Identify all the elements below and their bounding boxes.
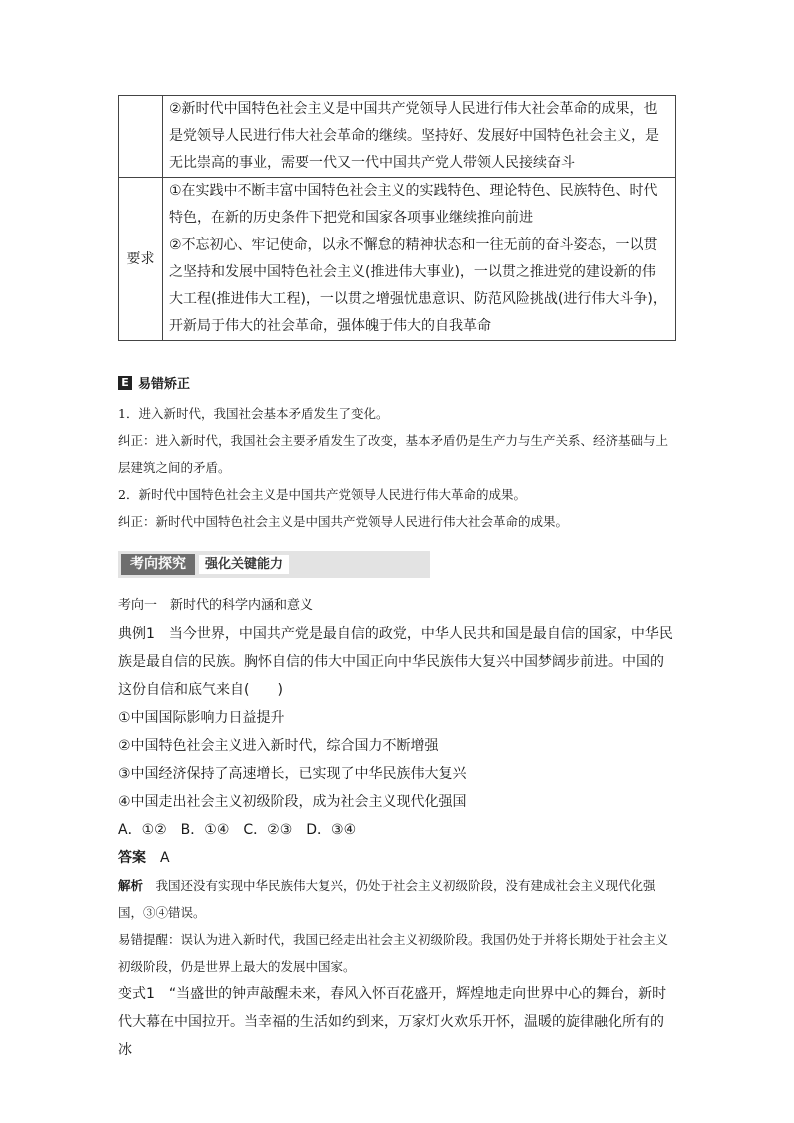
yicuo-body (118, 400, 676, 535)
option-item: ②中国特色社会主义进入新时代，综合国力不断增强 (118, 738, 439, 754)
table-paragraph: ①在实践中不断丰富中国特色社会主义的实践特色、理论特色、民族特色、时代特色，在新的历史条件下把党和国家各项事业继续推向前进 (169, 183, 658, 226)
table-cell-content (163, 96, 676, 178)
kaoxiang-section (118, 592, 676, 1064)
answer-label: 答案 (118, 850, 146, 866)
yicuo-item: 1．进入新时代，我国社会基本矛盾发生了变化。 (118, 406, 389, 421)
example-label: 典例1 (118, 626, 155, 642)
table-paragraph: ②新时代中国特色社会主义是中国共产党领导人民进行伟大社会革命的成果，也是党领导人民进行伟大社会革命的继续。坚持好、发展好中国特色社会主义，是无比崇高的事业，需要一代又一代中国共产党人带领人民接续奋斗 (169, 101, 659, 171)
summary-table (118, 95, 676, 341)
e-badge-icon: E (118, 376, 132, 390)
answer-line (118, 844, 676, 872)
reminder-line (118, 926, 676, 980)
analysis-label: 解析 (118, 878, 144, 893)
reminder-label: 易错提醒： (118, 932, 181, 947)
yicuo-item: 2．新时代中国特色社会主义是中国共产党领导人民进行伟大革命的成果。 (118, 487, 526, 502)
example-paragraph (118, 620, 676, 704)
option-item: ①中国国际影响力日益提升 (118, 710, 285, 726)
analysis-line (118, 872, 676, 926)
yicuo-heading (118, 373, 190, 392)
table-row-label: 要求 (119, 178, 163, 341)
kaoxiang-heading: 考向一 新时代的科学内涵和意义 (118, 598, 314, 613)
banner-title: 考向探究 (121, 554, 195, 575)
variant-paragraph (118, 980, 676, 1064)
yicuo-title: 易错矫正 (138, 377, 191, 392)
yicuo-fix: 纠正：新时代中国特色社会主义是中国共产党领导人民进行伟大社会革命的成果。 (118, 514, 569, 529)
reminder-text: 误认为进入新时代，我国已经走出社会主义初级阶段。我国仍处于并将长期处于社会主义初级阶段，仍是世界上最大的发展中国家。 (118, 932, 669, 974)
table-row (119, 96, 676, 178)
option-item: ④中国走出社会主义初级阶段，成为社会主义现代化强国 (118, 794, 467, 810)
table-cell-content (163, 178, 676, 341)
yicuo-fix: 纠正：进入新时代，我国社会主要矛盾发生了改变，基本矛盾仍是生产力与生产关系、经济基础与上层建筑之间的矛盾。 (118, 433, 669, 475)
banner-subtitle: 强化关键能力 (199, 555, 289, 574)
table-cell-empty (119, 96, 163, 178)
variant-text: “当盛世的钟声敲醒未来，春风入怀百花盛开，辉煌地走向世界中心的舞台，新时代大幕在中国拉开。当幸福的生活如约到来，万家灯火欢乐开怀，温暖的旋律融化所有的冰 (118, 986, 667, 1058)
example-text: 当今世界，中国共产党是最自信的政党，中华人民共和国是最自信的国家，中华民族是最自信的民族。胸怀自信的伟大中国正向中华民族伟大复兴中国梦阔步前进。中国的这份自信和底气来自( ) (118, 626, 673, 698)
analysis-text: 我国还没有实现中华民族伟大复兴，仍处于社会主义初级阶段，没有建成社会主义现代化强国，③④错误。 (118, 878, 656, 920)
answer-choices: A．①② B．①④ C．②③ D．③④ (118, 822, 357, 838)
variant-label: 变式1 (118, 986, 155, 1002)
table-paragraph: ②不忘初心、牢记使命，以永不懈怠的精神状态和一往无前的奋斗姿态，一以贯之坚持和发展中国特色社会主义(推进伟大事业)，一以贯之推进党的建设新的伟大工程(推进伟大工程)，一以贯之增强忧患意识、防范风险挑战(进行伟大斗争)，开新局于伟大的社会革命，强体魄于伟大的自我革命 (169, 237, 667, 334)
section-banner (118, 551, 430, 578)
answer-value: A (146, 850, 170, 866)
table-row (119, 178, 676, 341)
option-item: ③中国经济保持了高速增长，已实现了中华民族伟大复兴 (118, 766, 467, 782)
